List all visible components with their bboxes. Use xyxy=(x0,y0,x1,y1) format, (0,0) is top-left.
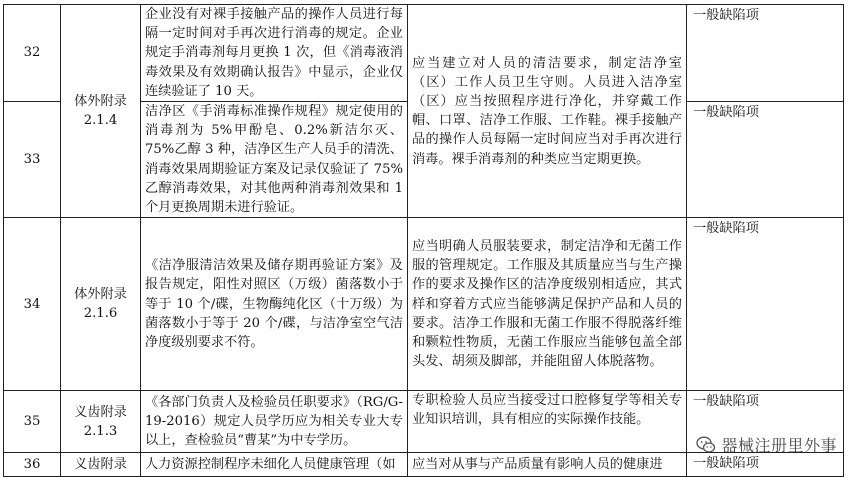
finding-cell: 《各部门负责人及检验员任职要求》（RG/G-19-2016）规定人员学历应为相关专业大专以上，查检验员“曹某”为中专学历。 xyxy=(141,391,408,453)
finding-cell: 洁净区《手消毒标准操作规程》规定使用的消毒剂为 5%甲酚皂、0.2%新洁尔灭、75%乙醇 3 种，洁净区生产人员手的清洗、消毒效果周期验证方案及记录仅验证了 75%乙醇消毒效果，对其他两种消毒剂效果和 1 个月更换周期未进行验证。 xyxy=(141,102,408,218)
finding-cell: 人力资源控制程序未细化人员健康管理（如 xyxy=(141,453,408,477)
clause-appendix: 体外附录 xyxy=(74,287,127,303)
wechat-icon xyxy=(696,435,716,455)
defect-level: 一般缺陷项 xyxy=(687,5,844,102)
defect-table xyxy=(3,4,844,477)
finding-cell: 《洁净服清洁效果及储存期再验证方案》及报告规定，阳性对照区（万级）菌落数小于等于 10 个/碟，生物酶纯化区（十万级）为菌落数小于等于 20 个/碟，与洁净室空气洁净度级别要求不符。 xyxy=(141,218,408,391)
defect-level: 一般缺陷项 xyxy=(687,453,844,477)
row-number: 33 xyxy=(4,102,61,218)
clause-appendix: 体外附录 xyxy=(74,93,127,109)
table-row xyxy=(4,5,844,102)
defect-level: 一般缺陷项 xyxy=(687,102,844,218)
row-number: 34 xyxy=(4,218,61,391)
table-row xyxy=(4,453,844,477)
row-number: 36 xyxy=(4,453,61,477)
watermark xyxy=(696,433,837,456)
clause-appendix: 义齿附录 xyxy=(74,457,127,473)
clause-cell xyxy=(61,218,141,391)
defect-level: 一般缺陷项 xyxy=(687,391,844,453)
clause-number: 2.1.3 xyxy=(83,423,118,439)
defect-level: 一般缺陷项 xyxy=(687,218,844,391)
clause-cell xyxy=(61,5,141,218)
row-number: 35 xyxy=(4,391,61,453)
clause-cell xyxy=(61,391,141,453)
finding-cell: 企业没有对裸手接触产品的操作人员进行每隔一定时间对手再次进行消毒的规定。企业规定手消毒剂每月更换 1 次，但《消毒液消毒效果及有效期确认报告》中显示，企业仅连续验证了 10 天。 xyxy=(141,5,408,102)
basis-cell: 应当对从事与产品质量有影响人员的健康进 xyxy=(408,453,687,477)
clause-number: 2.1.6 xyxy=(83,306,118,322)
row-number: 32 xyxy=(4,5,61,102)
basis-cell: 专职检验人员应当接受过口腔修复学等相关专业知识培训，具有相应的实际操作技能。 xyxy=(408,391,687,453)
clause-number: 2.1.4 xyxy=(83,113,118,129)
clause-cell xyxy=(61,453,141,477)
watermark-text: 器械注册里外事 xyxy=(721,436,837,455)
basis-cell: 应当建立对人员的清洁要求，制定洁净室（区）工作人员卫生守则。人员进入洁净室（区）应当按照程序进行净化，并穿戴工作帽、口罩、洁净工作服、工作鞋。裸手接触产品的操作人员每隔一定时间应当对手再次进行消毒。裸手消毒剂的种类应当定期更换。 xyxy=(408,5,687,218)
table-row xyxy=(4,218,844,391)
clause-appendix: 义齿附录 xyxy=(74,404,127,420)
basis-cell: 应当明确人员服装要求，制定洁净和无菌工作服的管理规定。工作服及其质量应当与生产操作的要求及操作区的洁净度级别相适应，其式样和穿着方式应当能够满足保护产品和人员的要求。洁净工作服和无菌工作服不得脱落纤维和颗粒性物质，无菌工作服应当能够包盖全部头发、胡须及脚部，并能阻留人体脱落物。 xyxy=(408,218,687,391)
